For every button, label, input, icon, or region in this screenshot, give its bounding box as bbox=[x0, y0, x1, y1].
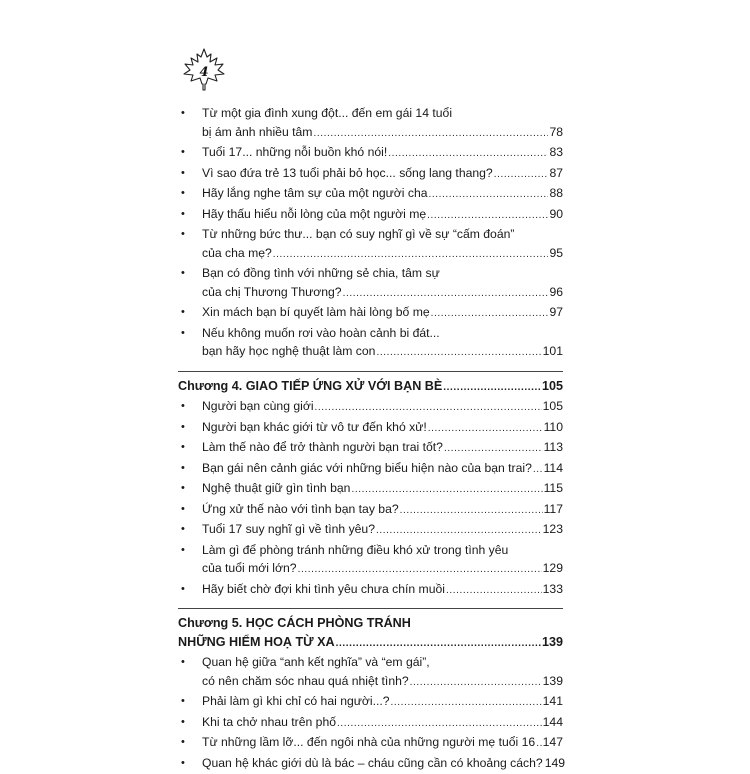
dot-leader bbox=[533, 461, 543, 480]
page-ref: 105 bbox=[543, 397, 563, 416]
maple-leaf-icon bbox=[180, 46, 228, 92]
entry-title-line: Tuổi 17 suy nghĩ gì về tình yêu? bbox=[202, 520, 375, 539]
page-ref: 113 bbox=[544, 438, 563, 457]
page-ref: 105 bbox=[542, 377, 563, 396]
entry-title-line: của cha mẹ? bbox=[202, 244, 272, 263]
dot-leader bbox=[343, 285, 549, 304]
entry-leader-row bbox=[202, 438, 563, 459]
bullet-icon: • bbox=[181, 692, 185, 711]
dot-leader bbox=[315, 399, 542, 418]
entry-title-line: Bạn có đồng tình với những sẻ chia, tâm sự bbox=[202, 264, 563, 283]
page-ref: 95 bbox=[549, 244, 563, 263]
entry-title-line: Từ một gia đình xung đột... đến em gái 14 tuổi bbox=[202, 104, 563, 123]
entry-title-line: Hãy thấu hiểu nỗi lòng của một người mẹ bbox=[202, 205, 426, 224]
entry-title-line: Quan hệ giữa “anh kết nghĩa” và “em gái”, bbox=[202, 653, 563, 672]
chapter-heading[interactable] bbox=[178, 614, 563, 653]
toc-entry[interactable] bbox=[178, 184, 563, 205]
bullet-icon: • bbox=[181, 397, 185, 416]
entry-title-line: Vì sao đứa trẻ 13 tuổi phải bỏ học... sống lang thang? bbox=[202, 164, 493, 183]
maple-leaf-page-number bbox=[180, 46, 228, 92]
entry-title-line: Hãy lắng nghe tâm sự của một người cha bbox=[202, 184, 428, 203]
bullet-icon: • bbox=[181, 143, 185, 162]
dot-leader bbox=[376, 522, 542, 541]
table-of-contents bbox=[178, 104, 563, 774]
dot-leader bbox=[336, 635, 541, 654]
entry-leader-row bbox=[202, 754, 563, 774]
entry-title-line: Khi ta chở nhau trên phố bbox=[202, 713, 336, 732]
entry-title-line: Người bạn khác giới từ vô tư đến khó xử! bbox=[202, 418, 427, 437]
page-ref: 88 bbox=[549, 184, 563, 203]
page-ref: 83 bbox=[549, 143, 563, 162]
page-ref: 147 bbox=[543, 733, 563, 752]
entry-leader-row bbox=[202, 303, 563, 324]
dot-leader bbox=[388, 145, 548, 164]
dot-leader bbox=[410, 674, 542, 693]
page-ref: 114 bbox=[544, 459, 563, 478]
dot-leader bbox=[427, 207, 548, 226]
page-ref: 139 bbox=[542, 633, 563, 652]
dot-leader bbox=[536, 735, 541, 754]
page-ref: 115 bbox=[544, 479, 563, 498]
entry-title-line: bị ám ảnh nhiều tâm bbox=[202, 123, 312, 142]
page-number: 4 bbox=[199, 65, 208, 80]
toc-entry[interactable] bbox=[178, 438, 563, 459]
entry-leader-row bbox=[202, 580, 563, 601]
dot-leader bbox=[429, 186, 549, 205]
entry-leader-row bbox=[202, 244, 563, 265]
entry-title-line: Nếu không muốn rơi vào hoàn cảnh bi đát... bbox=[202, 324, 563, 343]
bullet-icon: • bbox=[181, 164, 185, 183]
page-ref: 90 bbox=[549, 205, 563, 224]
bullet-icon: • bbox=[181, 459, 185, 478]
toc-entry[interactable] bbox=[178, 459, 563, 480]
bullet-icon: • bbox=[181, 264, 185, 283]
bullet-icon: • bbox=[181, 418, 185, 437]
toc-entry[interactable] bbox=[178, 225, 563, 264]
entry-leader-row bbox=[202, 559, 563, 580]
dot-leader bbox=[494, 166, 549, 185]
bullet-icon: • bbox=[181, 479, 185, 498]
entry-leader-row bbox=[202, 459, 563, 480]
page-ref: 97 bbox=[549, 303, 563, 322]
dot-leader bbox=[400, 502, 543, 521]
entry-title-line: Nghệ thuật giữ gìn tình bạn bbox=[202, 479, 350, 498]
page-ref: 78 bbox=[549, 123, 563, 142]
toc-entry[interactable] bbox=[178, 754, 563, 774]
dot-leader bbox=[443, 379, 541, 398]
toc-entry[interactable] bbox=[178, 397, 563, 418]
entry-leader-row bbox=[202, 733, 563, 754]
toc-entry[interactable] bbox=[178, 713, 563, 734]
page-ref: 101 bbox=[543, 342, 563, 361]
entry-leader-row bbox=[202, 143, 563, 164]
toc-entry[interactable] bbox=[178, 104, 563, 143]
entry-leader-row bbox=[178, 377, 563, 398]
page-ref: 117 bbox=[544, 500, 563, 519]
entry-title-line: Làm gì để phòng tránh những điều khó xử trong tình yêu bbox=[202, 541, 563, 560]
section-divider bbox=[178, 371, 563, 372]
toc-entry[interactable] bbox=[178, 479, 563, 500]
dot-leader bbox=[446, 582, 542, 601]
bullet-icon: • bbox=[181, 303, 185, 322]
bullet-icon: • bbox=[181, 438, 185, 457]
page-ref: 129 bbox=[543, 559, 563, 578]
entry-leader-row bbox=[202, 123, 563, 144]
page-ref: 110 bbox=[544, 418, 563, 437]
dot-leader bbox=[313, 125, 548, 144]
toc-entry[interactable] bbox=[178, 143, 563, 164]
bullet-icon: • bbox=[181, 541, 185, 560]
toc-entry[interactable] bbox=[178, 418, 563, 439]
dot-leader bbox=[444, 440, 543, 459]
entry-leader-row bbox=[202, 205, 563, 226]
entry-leader-row bbox=[202, 672, 563, 693]
dot-leader bbox=[337, 715, 542, 734]
entry-title-line: có nên chăm sóc nhau quá nhiệt tình? bbox=[202, 672, 409, 691]
page-ref: 149 bbox=[545, 754, 565, 773]
entry-title-line: Làm thế nào để trở thành người bạn trai tốt? bbox=[202, 438, 443, 457]
bullet-icon: • bbox=[181, 104, 185, 123]
entry-title-line: Từ những lầm lỡ... đến ngôi nhà của những người mẹ tuổi 16 bbox=[202, 733, 535, 752]
dot-leader bbox=[428, 420, 543, 439]
toc-entry[interactable] bbox=[178, 520, 563, 541]
page-ref: 133 bbox=[543, 580, 563, 599]
bullet-icon: • bbox=[181, 754, 185, 773]
toc-entry[interactable] bbox=[178, 733, 563, 754]
dot-leader bbox=[431, 305, 549, 324]
entry-title-line: Người bạn cùng giới bbox=[202, 397, 314, 416]
toc-entry[interactable] bbox=[178, 692, 563, 713]
entry-title-line: Quan hệ khác giới dù là bác – cháu cũng cần có khoảng cách? bbox=[202, 754, 543, 773]
dot-leader bbox=[298, 561, 542, 580]
entry-leader-row bbox=[202, 713, 563, 734]
toc-entry[interactable] bbox=[178, 541, 563, 580]
page-ref: 141 bbox=[543, 692, 563, 711]
entry-leader-row bbox=[202, 500, 563, 521]
page-ref: 144 bbox=[543, 713, 563, 732]
entry-leader-row bbox=[202, 342, 563, 363]
entry-title-line: Từ những bức thư... bạn có suy nghĩ gì về sự “cấm đoán” bbox=[202, 225, 563, 244]
entry-leader-row bbox=[202, 397, 563, 418]
dot-leader bbox=[391, 694, 542, 713]
page-ref: 123 bbox=[543, 520, 563, 539]
page-ref: 96 bbox=[549, 283, 563, 302]
entry-title-line: Tuổi 17... những nỗi buồn khó nói! bbox=[202, 143, 387, 162]
entry-leader-row bbox=[202, 520, 563, 541]
bullet-icon: • bbox=[181, 653, 185, 672]
entry-title-line: Xin mách bạn bí quyết làm hài lòng bố mẹ bbox=[202, 303, 430, 322]
bullet-icon: • bbox=[181, 184, 185, 203]
bullet-icon: • bbox=[181, 713, 185, 732]
toc-entry[interactable] bbox=[178, 580, 563, 601]
entry-leader-row bbox=[202, 418, 563, 439]
toc-entry[interactable] bbox=[178, 303, 563, 324]
entry-title-line: Bạn gái nên cảnh giác với những biểu hiện nào của bạn trai? bbox=[202, 459, 532, 478]
entry-title-line: của chị Thương Thương? bbox=[202, 283, 342, 302]
entry-title-line: bạn hãy học nghệ thuật làm con bbox=[202, 342, 375, 361]
entry-title-line: Ứng xử thế nào với tình bạn tay ba? bbox=[202, 500, 399, 519]
toc-entry[interactable] bbox=[178, 324, 563, 363]
entry-title-line: Chương 5. HỌC CÁCH PHÒNG TRÁNH bbox=[178, 614, 563, 633]
toc-entry[interactable] bbox=[178, 164, 563, 185]
bullet-icon: • bbox=[181, 733, 185, 752]
bullet-icon: • bbox=[181, 580, 185, 599]
entry-title-line: NHỮNG HIỂM HOẠ TỪ XA bbox=[178, 633, 335, 652]
entry-leader-row bbox=[202, 184, 563, 205]
entry-leader-row bbox=[202, 283, 563, 304]
page-ref: 87 bbox=[549, 164, 563, 183]
entry-title-line: Chương 4. GIAO TIẾP ỨNG XỬ VỚI BẠN BÈ bbox=[178, 377, 442, 396]
bullet-icon: • bbox=[181, 500, 185, 519]
entry-title-line: của tuổi mới lớn? bbox=[202, 559, 297, 578]
dot-leader bbox=[376, 344, 541, 363]
bullet-icon: • bbox=[181, 205, 185, 224]
dot-leader bbox=[351, 481, 542, 500]
entry-leader-row bbox=[202, 479, 563, 500]
entry-title-line: Hãy biết chờ đợi khi tình yêu chưa chín muồi bbox=[202, 580, 445, 599]
bullet-icon: • bbox=[181, 225, 185, 244]
entry-leader-row bbox=[202, 164, 563, 185]
bullet-icon: • bbox=[181, 520, 185, 539]
toc-entry[interactable] bbox=[178, 500, 563, 521]
dot-leader bbox=[273, 246, 549, 265]
entry-title-line: Phải làm gì khi chỉ có hai người...? bbox=[202, 692, 390, 711]
chapter-heading[interactable] bbox=[178, 377, 563, 398]
entry-leader-row bbox=[202, 692, 563, 713]
entry-leader-row bbox=[178, 633, 563, 654]
toc-entry[interactable] bbox=[178, 653, 563, 692]
toc-entry[interactable] bbox=[178, 205, 563, 226]
section-divider bbox=[178, 608, 563, 609]
toc-entry[interactable] bbox=[178, 264, 563, 303]
bullet-icon: • bbox=[181, 324, 185, 343]
page-ref: 139 bbox=[543, 672, 563, 691]
